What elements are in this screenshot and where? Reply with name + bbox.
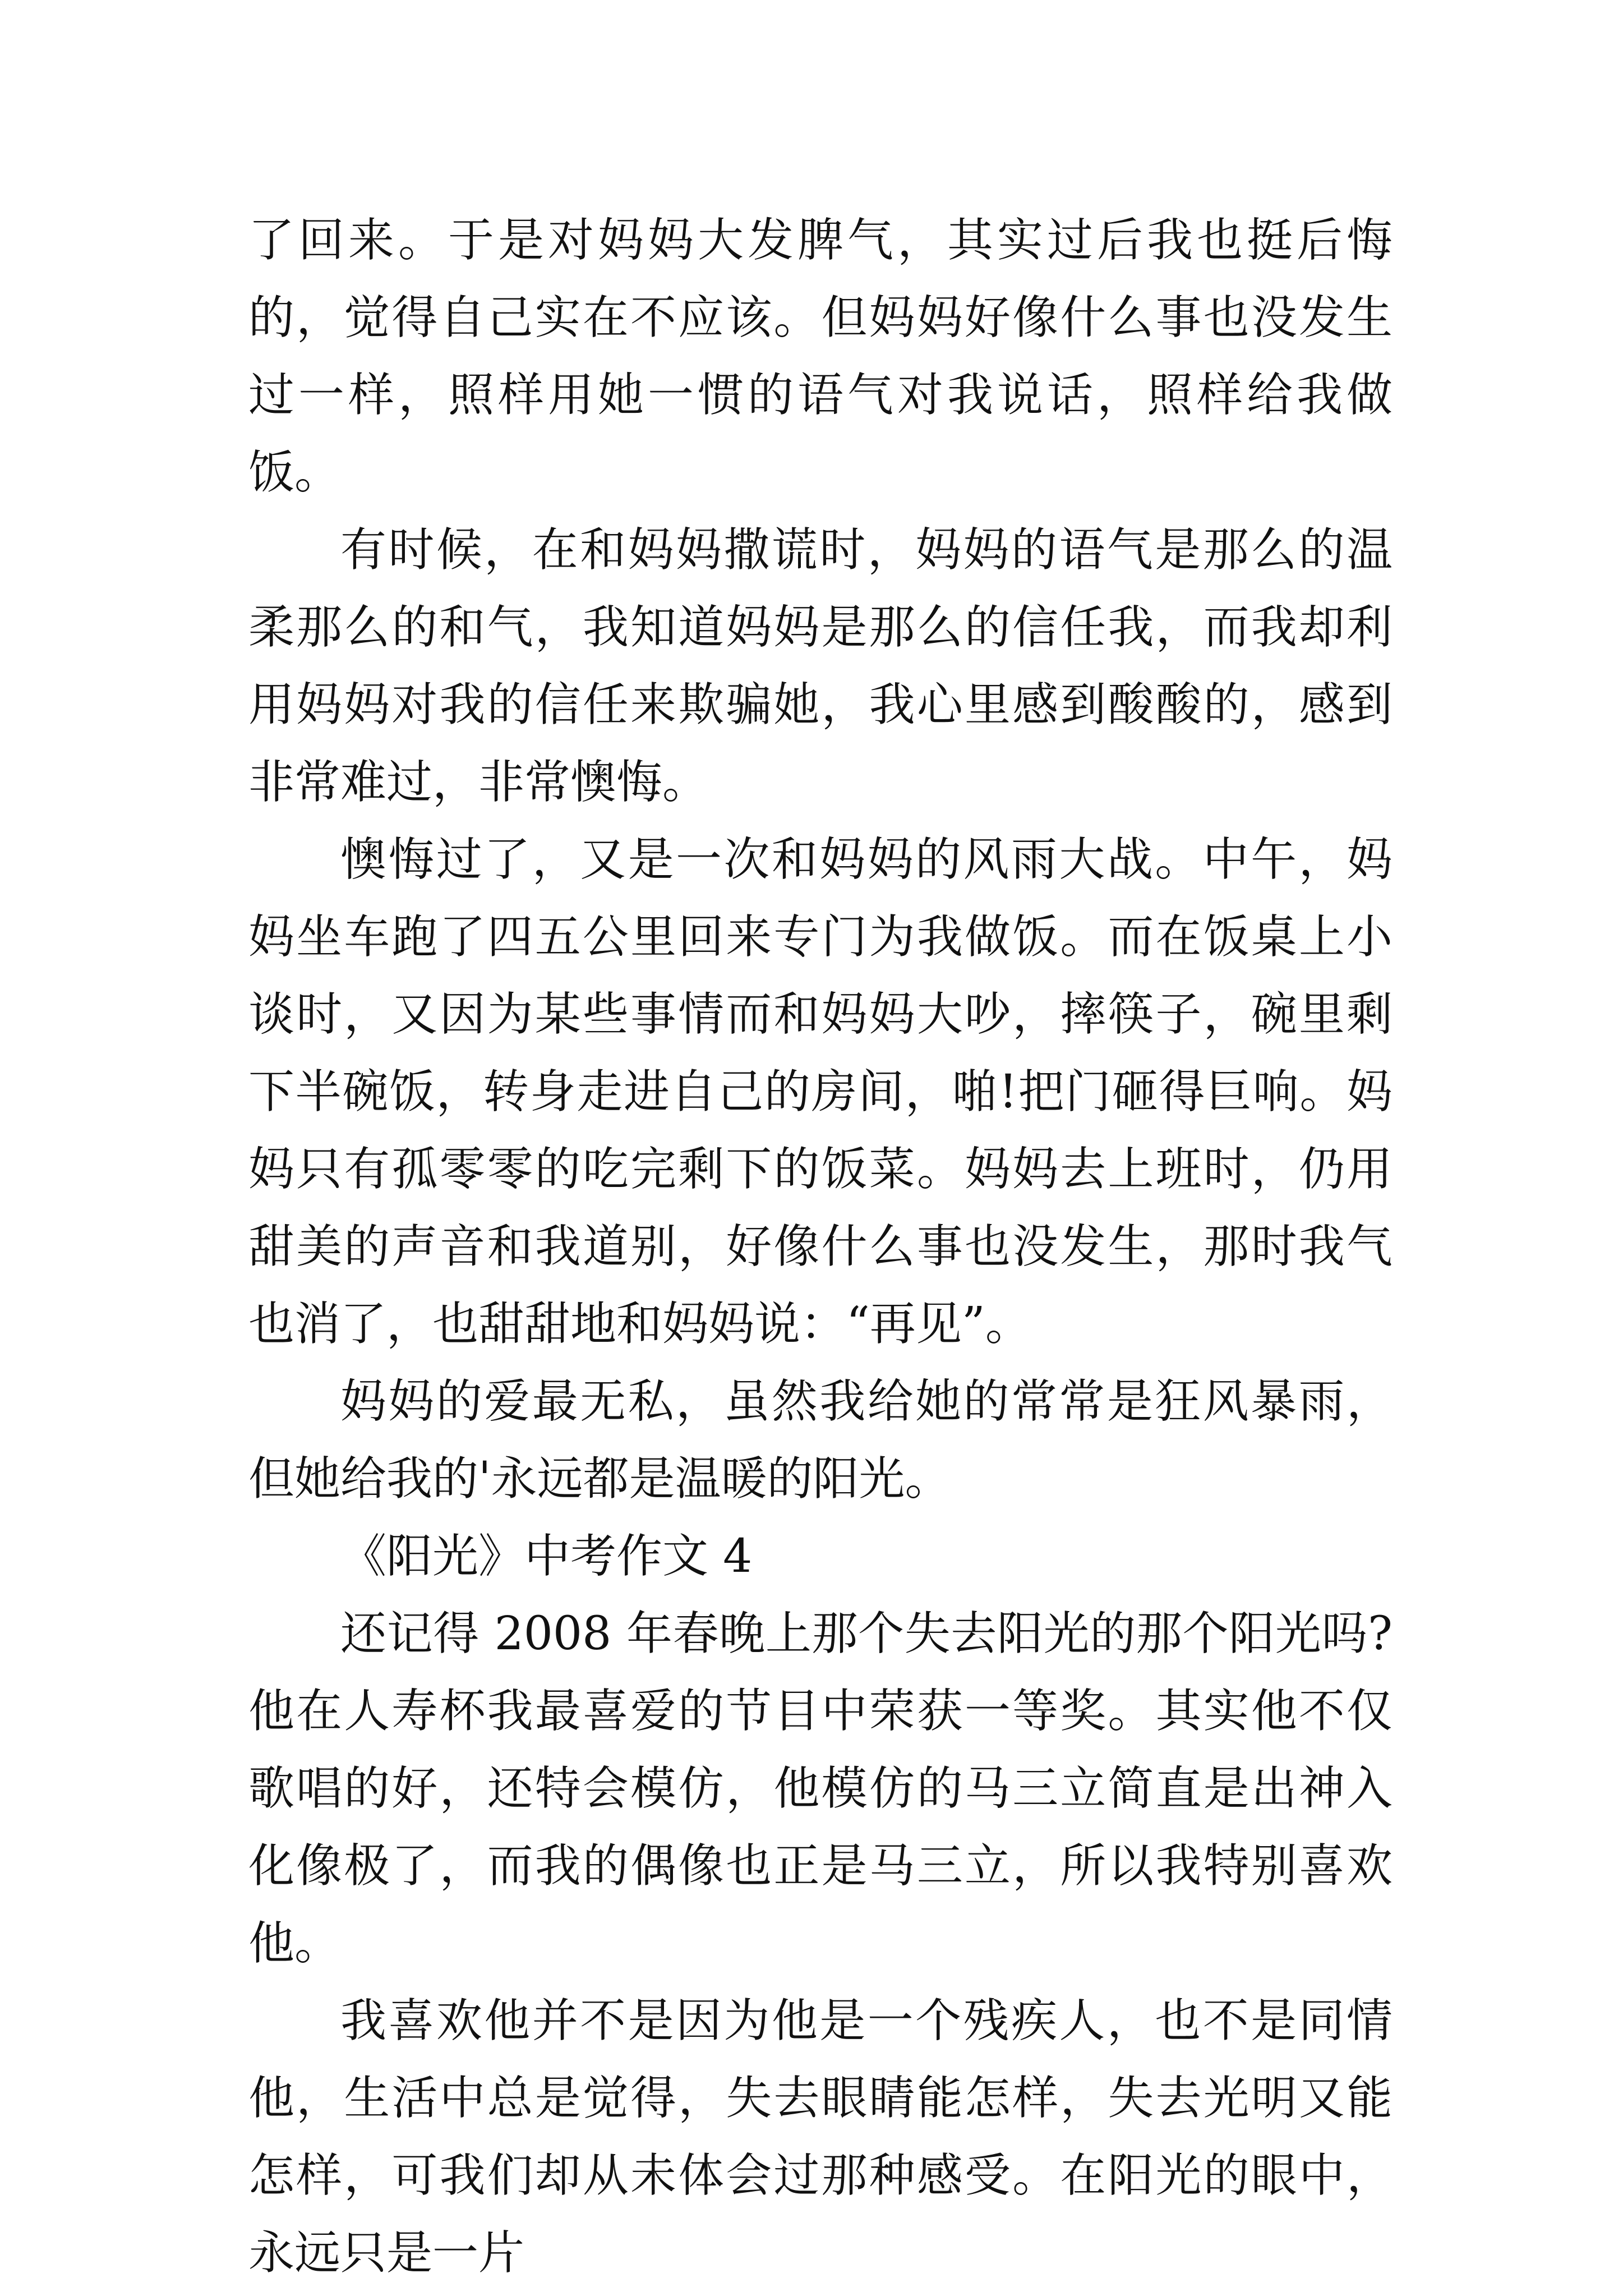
paragraph-4: 妈妈的爱最无私，虽然我给她的常常是狂风暴雨，但她给我的'永远都是温暖的阳光。 <box>248 1375 1393 1506</box>
section-title: 《阳光》中考作文 4 <box>340 1530 753 1583</box>
paragraph-6: 我喜欢他并不是因为他是一个残疾人，也不是同情他，生活中总是觉得，失去眼睛能怎样，失去光明又能怎样，可我们却从未体会过那种感受。在阳光的眼中，永远只是一片 <box>248 1994 1393 2280</box>
paragraph-2: 有时候，在和妈妈撒谎时，妈妈的语气是那么的温柔那么的和气，我知道妈妈是那么的信任我，而我却利用妈妈对我的信任来欺骗她，我心里感到酸酸的，感到非常难过，非常懊悔。 <box>248 523 1393 809</box>
paragraph-3: 懊悔过了，又是一次和妈妈的风雨大战。中午，妈妈坐车跑了四五公里回来专门为我做饭。而在饭桌上小谈时，又因为某些事情而和妈妈大吵，摔筷子，碗里剩下半碗饭，转身走进自己的房间，啪!把门砸得巨响。妈妈只有孤零零的吃完剩下的饭菜。妈妈去上班时，仍用甜美的声音和我道别，好像什么事也没发生，那时我气也消了，也甜甜地和妈妈说：“再见”。 <box>248 833 1393 1351</box>
paragraph-5: 还记得 2008 年春晚上那个失去阳光的那个阳光吗?他在人寿杯我最喜爱的节目中荣获一等奖。其实他不仅歌唱的好，还特会模仿，他模仿的马三立简直是出神入化像极了，而我的偶像也正是马三立，所以我特别喜欢他。 <box>248 1607 1393 1970</box>
paragraph-1: 了回来。于是对妈妈大发脾气，其实过后我也挺后悔的，觉得自己实在不应该。但妈妈好像什么事也没发生过一样，照样用她一惯的语气对我说话，照样给我做饭。 <box>248 214 1393 499</box>
document-body <box>248 202 1393 2292</box>
